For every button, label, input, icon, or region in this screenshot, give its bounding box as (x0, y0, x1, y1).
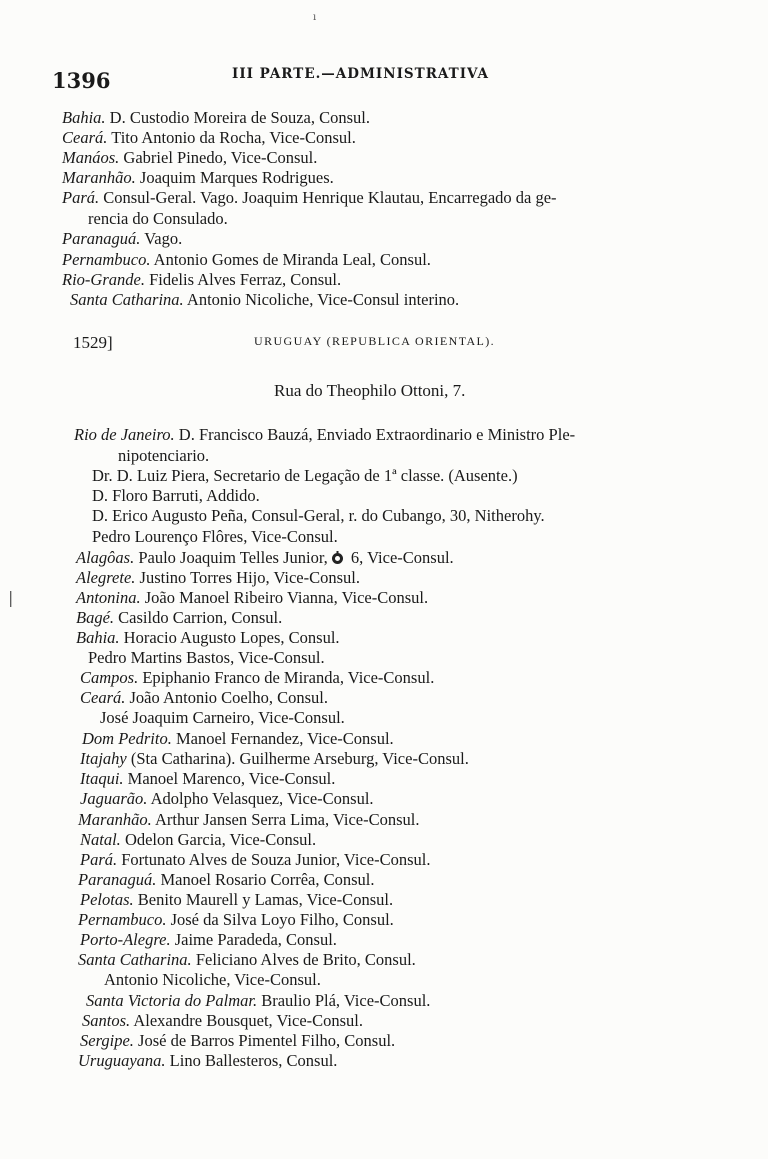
uruguay-entry-line (74, 425, 575, 445)
brazil-entry-line (62, 250, 431, 270)
place-name: Pelotas. (80, 890, 134, 909)
entry-text: Jaime Paradeda, Consul. (170, 930, 337, 949)
entry-text: Arthur Jansen Serra Lima, Vice-Consul. (151, 810, 420, 829)
entry-text: Pedro Lourenço Flôres, Vice-Consul. (92, 527, 338, 546)
uruguay-entry-line (82, 729, 394, 749)
place-name: Ceará. (80, 688, 126, 707)
entry-text: Vago. (140, 229, 183, 248)
uruguay-entry-line (78, 950, 416, 970)
entry-text: Fidelis Alves Ferraz, Consul. (144, 270, 342, 289)
uruguay-entry-line (92, 506, 545, 526)
entry-text: Dr. D. Luiz Piera, Secretario de Legação de 1ª classe. (Ausente.) (92, 466, 518, 485)
entry-text: Braulio Plá, Vice-Consul. (257, 991, 431, 1010)
entry-text: Paulo Joaquim Telles Junior, (134, 548, 328, 567)
entry-text: Alexandre Bousquet, Vice-Consul. (130, 1011, 364, 1030)
place-name: Bagé. (76, 608, 115, 627)
place-name: Maranhão. (78, 810, 152, 829)
entry-text: Antonio Gomes de Miranda Leal, Consul. (150, 250, 431, 269)
section-number: 1529] (73, 333, 113, 352)
uruguay-entry-line (76, 548, 454, 568)
entry-text: Feliciano Alves de Brito, Consul. (191, 950, 416, 969)
uruguay-entry-line (80, 668, 434, 688)
entry-text: Horacio Augusto Lopes, Consul. (119, 628, 340, 647)
entry-text: Epiphanio Franco de Miranda, Vice-Consul. (138, 668, 435, 687)
entry-text-continued: 6, Vice-Consul. (346, 548, 454, 567)
place-name: Jaguarão. (80, 789, 148, 808)
entry-text: Gabriel Pinedo, Vice-Consul. (119, 148, 318, 167)
entry-text: Justino Torres Hijo, Vice-Consul. (135, 568, 360, 587)
entry-text: Fortunato Alves de Souza Junior, Vice-Consul. (117, 850, 431, 869)
place-name: Alegrete. (76, 568, 136, 587)
entry-text: nipotenciario. (118, 446, 210, 465)
uruguay-entry-line (80, 749, 469, 769)
running-head: III PARTE.—ADMINISTRATIVA (232, 66, 489, 82)
uruguay-entry-line (78, 870, 375, 890)
entry-text: rencia do Consulado. (88, 209, 228, 228)
entry-text: Antonio Nicoliche, Vice-Consul interino. (183, 290, 460, 309)
place-name: Santos. (82, 1011, 131, 1030)
entry-text: Pedro Martins Bastos, Vice-Consul. (88, 648, 325, 667)
uruguay-entry-line (78, 910, 394, 930)
place-name: Manáos. (62, 148, 120, 167)
uruguay-entry-line (118, 446, 209, 466)
uruguay-entry-line (80, 850, 430, 870)
place-name: Porto-Alegre. (80, 930, 171, 949)
entry-text: D. Erico Augusto Peña, Consul-Geral, r. do Cubango, 30, Nitherohy. (92, 506, 545, 525)
entry-text: José Joaquim Carneiro, Vice-Consul. (100, 708, 345, 727)
uruguay-entry-line (80, 688, 328, 708)
place-name: Pará. (80, 850, 118, 869)
page-header (52, 62, 712, 92)
place-name: Itaqui. (80, 769, 124, 788)
entry-text: Casildo Carrion, Consul. (114, 608, 283, 627)
scan-speck: ı (313, 12, 317, 23)
uruguay-entry-line (92, 486, 260, 506)
entry-text: Adolpho Velasquez, Vice-Consul. (147, 789, 374, 808)
section-title: URUGUAY (REPUBLICA ORIENTAL). (254, 334, 496, 348)
brazil-entry-line (62, 229, 182, 249)
place-name: Pará. (62, 188, 100, 207)
uruguay-entry-line (80, 830, 316, 850)
place-name: Maranhão. (62, 168, 136, 187)
uruguay-entry-line (80, 930, 337, 950)
brazil-entry-line (70, 290, 459, 310)
brazil-entry-line (88, 209, 228, 229)
place-name: Santa Catharina. (78, 950, 192, 969)
place-name: Campos. (80, 668, 139, 687)
entry-text: João Manoel Ribeiro Vianna, Vice-Consul. (140, 588, 429, 607)
place-name: Santa Catharina. (70, 290, 184, 309)
uruguay-entry-line (78, 810, 420, 830)
place-name: Alagôas. (76, 548, 135, 567)
entry-text: Joaquim Marques Rodrigues. (135, 168, 334, 187)
place-name: Natal. (80, 830, 121, 849)
uruguay-entry-line (92, 527, 338, 547)
uruguay-entry-line (76, 628, 340, 648)
entry-text: Lino Ballesteros, Consul. (165, 1051, 338, 1070)
legation-address: Rua do Theophilo Ottoni, 7. (274, 381, 466, 400)
uruguay-entry-line (76, 588, 428, 608)
entry-text: D. Floro Barruti, Addido. (92, 486, 260, 505)
consular-crest-icon (331, 551, 344, 565)
entry-text: Benito Maurell y Lamas, Vice-Consul. (133, 890, 394, 909)
uruguay-entry-line (76, 568, 360, 588)
brazil-entry-line (62, 168, 334, 188)
uruguay-entry-line (76, 608, 282, 628)
uruguay-entry-line (104, 970, 321, 990)
entry-text: D. Custodio Moreira de Souza, Consul. (105, 108, 370, 127)
brazil-entry-line (62, 270, 341, 290)
entry-text: Odelon Garcia, Vice-Consul. (120, 830, 317, 849)
entry-text: José de Barros Pimentel Filho, Consul. (133, 1031, 396, 1050)
place-name: Antonina. (76, 588, 141, 607)
place-name: Pernambuco. (78, 910, 167, 929)
uruguay-entry-line (82, 1011, 363, 1031)
page-number: 1396 (52, 68, 111, 93)
brazil-entry-line (62, 128, 356, 148)
place-name: Paranaguá. (78, 870, 157, 889)
place-name: Itajahy (80, 749, 127, 768)
entry-text: Manoel Rosario Corrêa, Consul. (156, 870, 375, 889)
entry-text: (Sta Catharina). Guilherme Arseburg, Vice-Consul. (126, 749, 469, 768)
uruguay-entry-line (100, 708, 345, 728)
entry-text: José da Silva Loyo Filho, Consul. (166, 910, 394, 929)
uruguay-entry-line (88, 648, 325, 668)
place-name: Bahia. (62, 108, 106, 127)
entry-text: Manoel Marenco, Vice-Consul. (123, 769, 336, 788)
brazil-entry-line (62, 148, 317, 168)
entry-text: João Antonio Coelho, Consul. (125, 688, 328, 707)
uruguay-entry-line (80, 1031, 395, 1051)
brazil-entry-line (62, 108, 370, 128)
entry-text: Tito Antonio da Rocha, Vice-Consul. (107, 128, 356, 147)
entry-text: Antonio Nicoliche, Vice-Consul. (104, 970, 321, 989)
place-name: Pernambuco. (62, 250, 151, 269)
place-name: Paranaguá. (62, 229, 141, 248)
uruguay-entry-line (86, 991, 430, 1011)
uruguay-entry-line (92, 466, 518, 486)
place-name: Rio de Janeiro. (74, 425, 175, 444)
entry-text: Manoel Fernandez, Vice-Consul. (171, 729, 394, 748)
place-name: Sergipe. (80, 1031, 134, 1050)
uruguay-entry-line (78, 1051, 337, 1071)
place-name: Bahia. (76, 628, 120, 647)
entry-text: Consul-Geral. Vago. Joaquim Henrique Klautau, Encarregado da ge- (99, 188, 557, 207)
place-name: Rio-Grande. (62, 270, 145, 289)
place-name: Dom Pedrito. (82, 729, 172, 748)
brazil-entry-line (62, 188, 557, 208)
uruguay-entry-line (80, 890, 393, 910)
place-name: Uruguayana. (78, 1051, 166, 1070)
uruguay-entry-line (80, 769, 335, 789)
scan-margin-mark: | (8, 588, 14, 607)
place-name: Ceará. (62, 128, 108, 147)
place-name: Santa Victoria do Palmar. (86, 991, 258, 1010)
uruguay-entry-line (80, 789, 374, 809)
entry-text: D. Francisco Bauzá, Enviado Extraordinario e Ministro Ple- (174, 425, 576, 444)
